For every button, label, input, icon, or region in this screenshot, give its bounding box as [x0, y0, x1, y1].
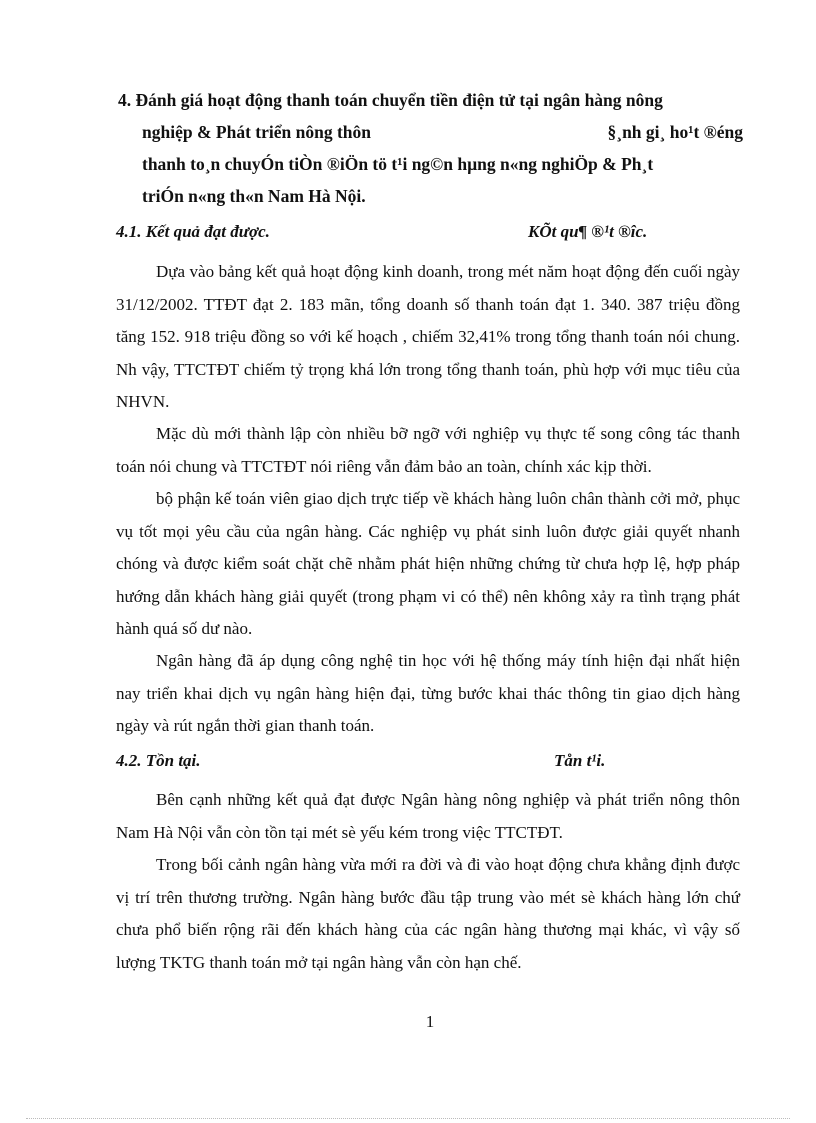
- heading-line-2-right: §¸nh gi¸ ho¹t ®éng: [607, 122, 743, 142]
- paragraph: Ngân hàng đã áp dụng công nghệ tin học với hệ thống máy tính hiện đại nhất hiện nay triển khai dịch vụ ngân hàng hiện đại, từng bước khai thác thông tin giao dịch hàng ngày và rút ngắn thời gian thanh toán.: [116, 651, 740, 735]
- subsection-title-1: [116, 222, 740, 246]
- subsection-title-2-garbled: Tån t¹i.: [554, 751, 606, 770]
- paragraph: Mặc dù mới thành lập còn nhiều bỡ ngỡ với nghiệp vụ thực tế song công tác thanh toán nói chung và TTCTĐT nói riêng vẫn đảm bảo an toàn, chính xác kịp thời.: [116, 424, 740, 476]
- subsection-title-1-text: 4.1. Kết quả đạt được.: [116, 222, 270, 241]
- heading-line-4: triÓn n«ng th«n Nam Hà Nội.: [142, 186, 366, 206]
- paragraph: Dựa vào bảng kết quả hoạt động kinh doanh, trong mét năm hoạt động đến cuối ngày 31/12/2002. TTĐT đạt 2. 183 mãn, tổng doanh số thanh toán đạt 1. 340. 387 triệu đồng tăng 152. 918 triệu đồng so với kế hoạch , chiếm 32,41% trong tổng thanh toán nói chung. Nh vậy, TTCTĐT chiếm tỷ trọng khá lớn trong tổng thanh toán, phù hợp với mục tiêu của NHVN.: [116, 262, 740, 411]
- page-border-dotted: [26, 1118, 790, 1119]
- heading-line-2: [118, 116, 743, 148]
- paragraph: Bên cạnh những kết quả đạt được Ngân hàng nông nghiệp và phát triển nông thôn Nam Hà Nội vẫn còn tồn tại mét sè yếu kém trong việc TTCTĐT.: [116, 790, 740, 842]
- heading-line-2-left: nghiệp & Phát triển nông thôn: [142, 122, 371, 142]
- subsection-title-2-text: 4.2. Tồn tại.: [116, 751, 201, 770]
- subsection-title-1-garbled: KÕt qu¶ ®¹t ®îc.: [528, 222, 648, 241]
- paragraph: Trong bối cảnh ngân hàng vừa mới ra đời và đi vào hoạt động chưa khẳng định được vị trí trên thương trường. Ngân hàng bước đầu tập trung vào mét sè khách hàng lớn chứ chưa phổ biến rộng rãi đến khách hàng của các ngân hàng thương mại khác, vì vậy số lượng TKTG thanh toán mở tại ngân hàng vẫn còn hạn chế.: [116, 855, 740, 972]
- paragraph: bộ phận kế toán viên giao dịch trực tiếp về khách hàng luôn chân thành cởi mở, phục vụ tốt mọi yêu cầu của ngân hàng. Các nghiệp vụ phát sinh luôn được giải quyết nhanh chóng và được kiểm soát chặt chẽ nhằm phát hiện những chứng từ chưa hợp lệ, hợp pháp hướng dẫn khách hàng giải quyết (trong phạm vi có thể) nên không xảy ra tình trạng phát hành quá số dư nào.: [116, 489, 740, 638]
- subsection-title-2: [116, 751, 740, 775]
- heading-line-1: 4. Đánh giá hoạt động thanh toán chuyển tiền điện tử tại ngân hàng nông: [118, 90, 663, 110]
- heading-line-3: thanh to¸n chuyÓn tiÒn ®iÖn tö t¹i ng©n hµng n«ng nghiÖp & Ph¸t: [142, 154, 654, 174]
- section-heading: [118, 84, 743, 212]
- page-number: 1: [425, 1012, 435, 1031]
